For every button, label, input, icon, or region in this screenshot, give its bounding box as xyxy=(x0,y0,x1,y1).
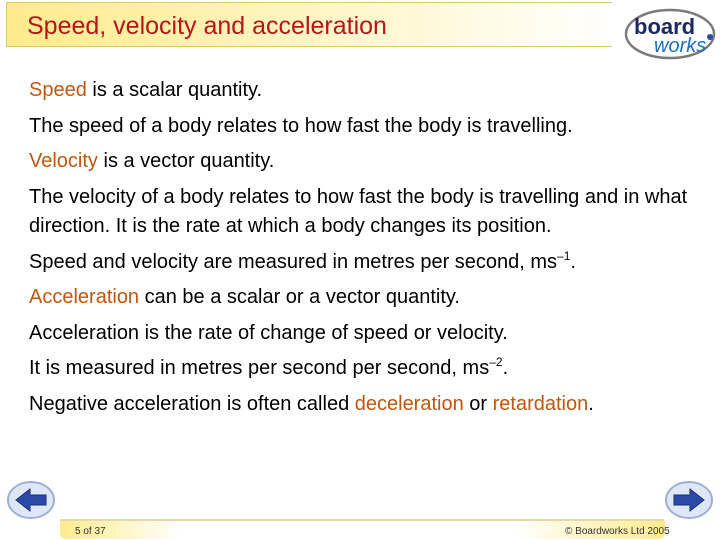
logo-text-board: board xyxy=(634,14,696,39)
acceleration-units xyxy=(29,354,697,384)
deceleration-note-or: or xyxy=(463,392,493,415)
page-title: Speed, velocity and acceleration xyxy=(27,12,387,40)
term-acceleration: Acceleration xyxy=(29,286,140,308)
slide-content xyxy=(29,76,697,425)
speed-units-text: Speed and velocity are measured in metres per second, ms xyxy=(29,250,558,273)
boardworks-logo xyxy=(624,4,716,62)
page-number: 5 of 37 xyxy=(75,526,106,537)
speed-definition-text: is a scalar quantity. xyxy=(86,79,263,101)
term-deceleration: deceleration xyxy=(354,392,464,415)
previous-slide-button[interactable] xyxy=(6,480,56,520)
acceleration-definition-text: can be a scalar or a vector quantity. xyxy=(139,286,460,308)
deceleration-note xyxy=(29,390,697,420)
speed-explanation: The speed of a body relates to how fast the body is travelling. xyxy=(29,114,573,137)
acceleration-explanation: Acceleration is the rate of change of speed or velocity. xyxy=(29,321,508,344)
term-velocity: Velocity xyxy=(29,150,98,172)
acceleration-units-text: It is measured in metres per second per second, ms xyxy=(29,357,490,379)
deceleration-note-text: Negative acceleration is often called xyxy=(29,392,355,415)
velocity-explanation: The velocity of a body relates to how fast the body is travelling and in what direction. It is the rate at which a body changes its position. xyxy=(29,185,688,237)
speed-units xyxy=(29,248,697,278)
title-bar xyxy=(6,2,612,47)
velocity-definition-text: is a vector quantity. xyxy=(97,150,275,172)
speed-definition xyxy=(29,76,697,106)
next-slide-button[interactable] xyxy=(664,480,714,520)
back-arrow-icon xyxy=(6,480,56,520)
term-speed: Speed xyxy=(29,79,87,101)
acceleration-units-end: . xyxy=(502,357,509,379)
copyright-text: © Boardworks Ltd 2005 xyxy=(565,526,670,537)
acceleration-definition xyxy=(29,283,697,313)
term-retardation: retardation xyxy=(492,392,589,415)
velocity-definition xyxy=(29,147,697,177)
acceleration-units-exponent: –2 xyxy=(489,355,503,369)
logo-text-works: works xyxy=(654,35,707,57)
speed-units-end: . xyxy=(570,250,576,273)
speed-units-exponent: –1 xyxy=(557,248,571,263)
deceleration-note-end: . xyxy=(588,392,594,415)
forward-arrow-icon xyxy=(664,480,714,520)
